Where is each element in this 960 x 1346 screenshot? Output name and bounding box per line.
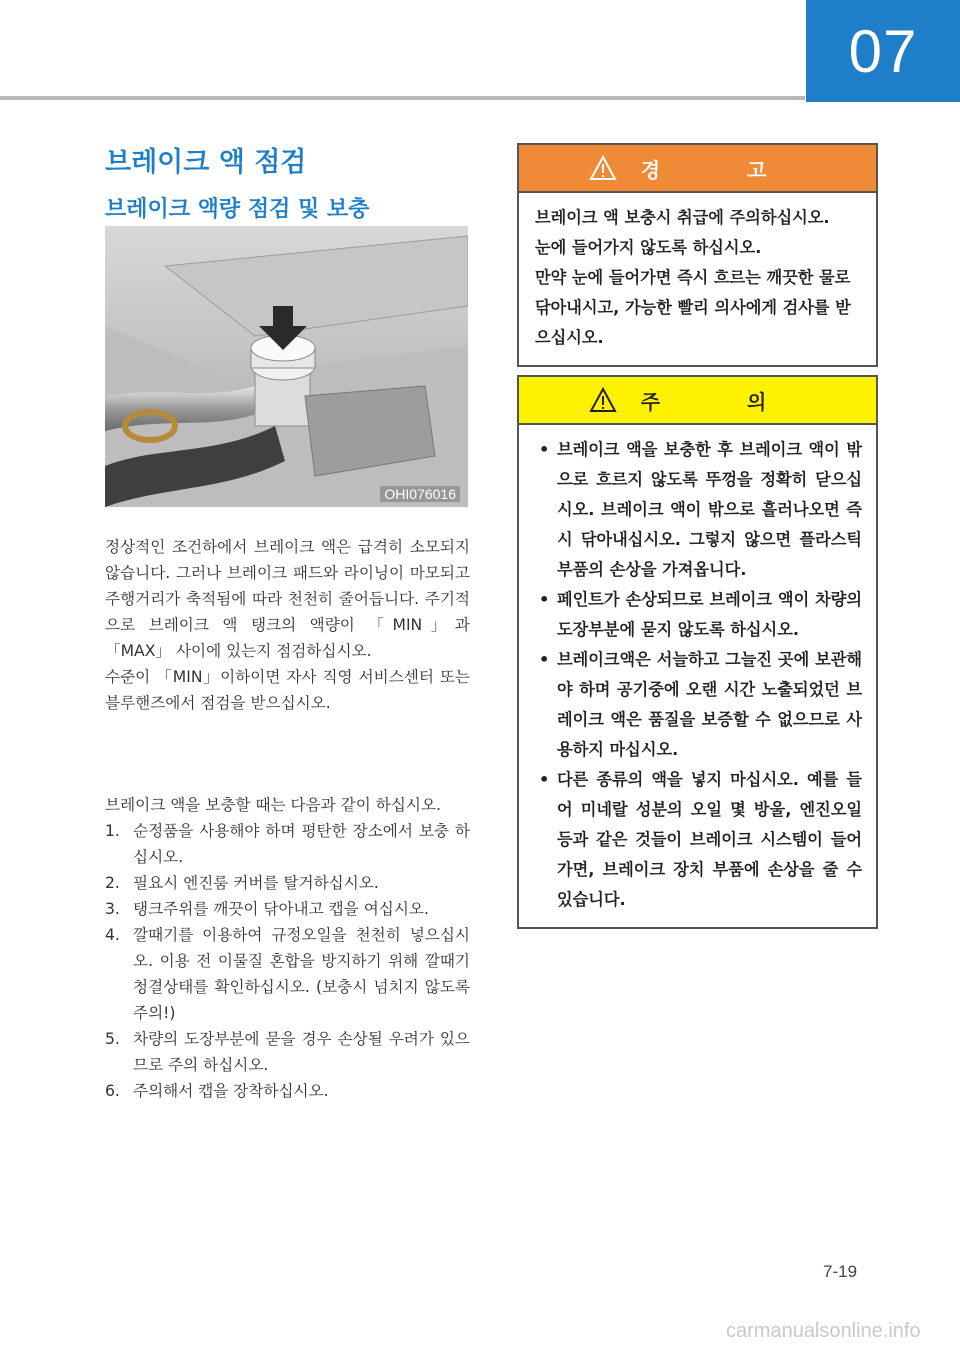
description [105, 534, 470, 716]
warning-triangle-icon [589, 155, 617, 181]
step-number: 6. [105, 1082, 120, 1100]
step-number: 2. [105, 874, 120, 892]
step-item [105, 818, 470, 870]
warning-body [519, 193, 876, 365]
step-number: 1. [105, 822, 120, 840]
caution-list [535, 435, 862, 915]
subsection-title: 브레이크 액량 점검 및 보충 [105, 197, 370, 222]
step-item [105, 896, 470, 922]
step-item [105, 870, 470, 896]
page-number: 7-19 [823, 1262, 858, 1281]
caution-text: 브레이크액은 서늘하고 그늘진 곳에 보관해야 하며 공기중에 오랜 시간 노출되었던 브레이크 액은 품질을 보증할 수 없으므로 사용하지 마십시오. [557, 650, 862, 759]
step-text: 순정품을 사용해야 하며 평탄한 장소에서 보충 하십시오. [133, 822, 470, 866]
warning-line: 브레이크 액 보충시 취급에 주의하십시오. [535, 208, 830, 227]
section-title: 브레이크 액 점검 [105, 147, 307, 178]
caution-text: 브레이크 액을 보충한 후 브레이크 액이 밖으로 흐르지 않도록 뚜껑을 정확히 닫으십시오. 브레이크 액이 밖으로 흘러나오면 즉시 닦아내십시오. 그렇지 않으면 플라스틱 부품의 손상을 가져옵니다. [557, 440, 862, 579]
step-number: 5. [105, 1030, 120, 1048]
steps-list [105, 818, 470, 1104]
warning-line: 눈에 들어가지 않도록 하십시오. [535, 238, 762, 257]
figure-code: OHI076016 [380, 486, 460, 502]
caution-triangle-icon [589, 387, 617, 413]
caution-item: • 다른 종류의 액을 넣지 마십시오. 예를 들어 미네랄 성분의 오일 몇 방울, 엔진오일 등과 같은 것들이 브레이크 시스템이 들어가면, 브레이크 장치 부품에 손상을 줄 수 있습니다. [539, 770, 862, 909]
watermark: carmanualsonline.info [726, 1320, 921, 1342]
caution-body [519, 425, 876, 927]
paragraph: 정상적인 조건하에서 브레이크 액은 급격히 소모되지 않습니다. 그러나 브레이크 패드와 라이닝이 마모되고 주행거리가 축적됨에 따라 천천히 줄어듭니다. 주기적으로 브레이크 액 탱크의 액량이 「MIN」과 「MAX」 사이에 있는지 점검하십시오. [105, 538, 470, 660]
step-item [105, 922, 470, 1026]
paragraph: 수준이 「MIN」이하이면 자사 직영 서비스센터 또는 블루핸즈에서 점검을 받으십시오. [105, 668, 470, 712]
caution-item: • 페인트가 손상되므로 브레이크 액이 차량의 도장부분에 묻지 않도록 하십시오. [539, 590, 862, 639]
warning-box [517, 143, 878, 367]
caution-text: 다른 종류의 액을 넣지 마십시오. 예를 들어 미네랄 성분의 오일 몇 방울, 엔진오일 등과 같은 것들이 브레이크 시스템이 들어가면, 브레이크 장치 부품에 손상을 줄 수 있습니다. [557, 770, 862, 909]
chapter-tab: 07 [806, 0, 960, 102]
warning-title: 경 고 [640, 157, 807, 182]
brake-reservoir-illustration [105, 226, 468, 507]
caution-item: • 브레이크 액을 보충한 후 브레이크 액이 밖으로 흐르지 않도록 뚜껑을 정확히 닫으십시오. 브레이크 액이 밖으로 흘러나오면 즉시 닦아내십시오. 그렇지 않으면 플라스틱 부품의 손상을 가져옵니다. [539, 440, 862, 579]
step-text: 탱크주위를 깨끗이 닦아내고 캡을 여십시오. [133, 900, 429, 918]
caution-text: 페인트가 손상되므로 브레이크 액이 차량의 도장부분에 묻지 않도록 하십시오. [557, 590, 862, 639]
steps-intro: 브레이크 액을 보충할 때는 다음과 같이 하십시오. [105, 796, 441, 814]
step-item [105, 1078, 470, 1104]
warning-header [519, 145, 876, 193]
warning-line: 만약 눈에 들어가면 즉시 흐르는 깨끗한 물로 닦아내시고, 가능한 빨리 의사에게 검사를 받으십시오. [535, 268, 851, 347]
caution-item: • 브레이크액은 서늘하고 그늘진 곳에 보관해야 하며 공기중에 오랜 시간 노출되었던 브레이크 액은 품질을 보증할 수 없으므로 사용하지 마십시오. [539, 650, 862, 759]
caution-title: 주 의 [640, 389, 807, 414]
step-text: 차량의 도장부분에 묻을 경우 손상될 우려가 있으므로 주의 하십시오. [133, 1030, 470, 1074]
header-rule [0, 96, 805, 100]
caution-box [517, 375, 878, 929]
step-number: 4. [105, 926, 120, 944]
caution-header [519, 377, 876, 425]
step-text: 주의해서 캡을 장착하십시오. [133, 1082, 329, 1100]
step-item [105, 1026, 470, 1078]
step-text: 필요시 엔진룸 커버를 탈거하십시오. [133, 874, 379, 892]
step-number: 3. [105, 900, 120, 918]
step-text: 깔때기를 이용하여 규정오일을 천천히 넣으십시오. 이용 전 이물질 혼합을 방지하기 위해 깔때기 청결상태를 확인하십시오. (보충시 넘치지 않도록 주의!) [133, 926, 470, 1022]
